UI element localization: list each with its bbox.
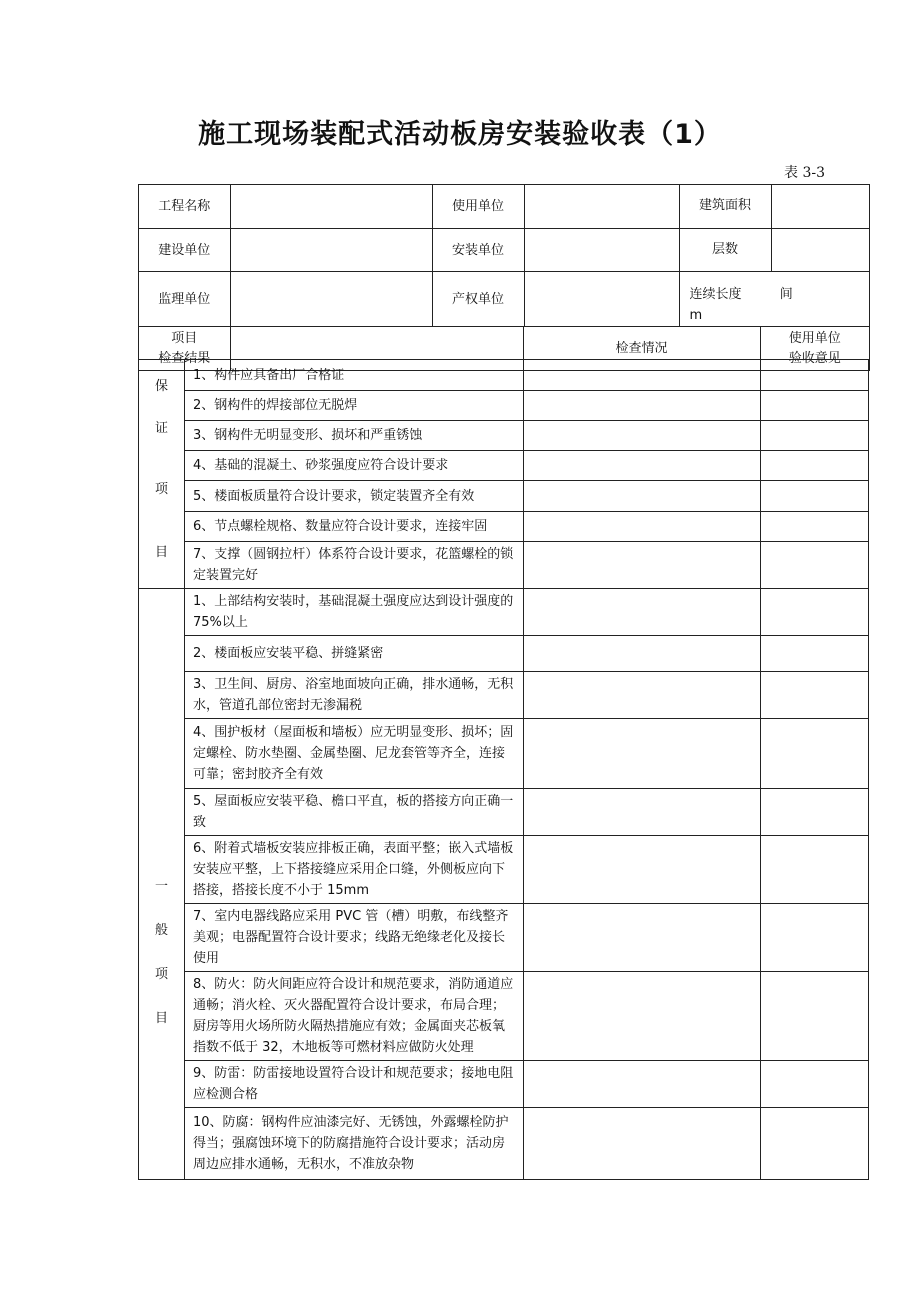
label-continuous-length: 连续长度 — [689, 287, 742, 302]
inspection-cell[interactable] — [524, 391, 761, 421]
guarantee-char: 证 — [154, 420, 168, 436]
opinion-cell[interactable] — [761, 1061, 869, 1108]
general-item: 1、上部结构安装时，基础混凝土强度应达到设计强度的 75%以上 — [185, 589, 524, 636]
label-item: 项目 — [171, 330, 198, 346]
install-unit-value[interactable] — [524, 229, 679, 271]
inspection-cell[interactable] — [524, 719, 761, 789]
inspection-cell[interactable] — [524, 836, 761, 904]
inspection-cell[interactable] — [524, 904, 761, 972]
floors-value[interactable] — [771, 229, 869, 271]
general-item: 10、防腐：钢构件应油漆完好、无锈蚀，外露螺栓防护得当；强腐蚀环境下的防腐措施符合设计要求；活动房周边应排水通畅，无积水，不准放杂物 — [185, 1108, 524, 1180]
label-building-area: 建筑面积 — [679, 185, 771, 228]
acceptance-table — [138, 184, 870, 371]
opinion-cell[interactable] — [761, 451, 869, 481]
label-construction-unit: 建设单位 — [139, 229, 230, 271]
label-project-name: 工程名称 — [139, 185, 230, 228]
construction-unit-value[interactable] — [230, 229, 432, 271]
opinion-cell[interactable] — [761, 512, 869, 542]
label-meter: m — [689, 308, 703, 323]
opinion-cell[interactable] — [761, 481, 869, 512]
inspection-cell[interactable] — [524, 360, 761, 391]
opinion-cell[interactable] — [761, 1108, 869, 1180]
opinion-cell[interactable] — [761, 589, 869, 636]
opinion-cell[interactable] — [761, 360, 869, 391]
guarantee-item: 7、支撑（圆钢拉杆）体系符合设计要求，花篮螺栓的锁定装置完好 — [185, 542, 524, 589]
inspection-cell[interactable] — [524, 1061, 761, 1108]
inspection-cell[interactable] — [524, 1108, 761, 1180]
building-area-value[interactable] — [771, 185, 869, 228]
label-property-unit: 产权单位 — [432, 272, 524, 326]
label-install-unit: 安装单位 — [432, 229, 524, 271]
table-number: 表 3-3 — [784, 165, 825, 181]
opinion-cell[interactable] — [761, 836, 869, 904]
inspection-cell[interactable] — [524, 589, 761, 636]
label-supervision-unit: 监理单位 — [139, 272, 230, 326]
general-item: 5、屋面板应安装平稳、檐口平直，板的搭接方向正确一致 — [185, 789, 524, 836]
opinion-cell[interactable] — [761, 542, 869, 589]
user-unit-value[interactable] — [524, 185, 679, 228]
continuous-length-cell[interactable] — [679, 272, 869, 326]
general-item: 7、室内电器线路应采用 PVC 管（槽）明敷，布线整齐美观；电器配置符合设计要求；线路无绝缘老化及接长使用 — [185, 904, 524, 972]
guarantee-char: 项 — [154, 481, 168, 497]
guarantee-item: 2、钢构件的焊接部位无脱焊 — [185, 391, 524, 421]
items-table — [138, 359, 869, 1180]
inspection-cell[interactable] — [524, 972, 761, 1061]
guarantee-char: 保 — [154, 378, 168, 394]
opinion-cell[interactable] — [761, 421, 869, 451]
general-item: 2、楼面板应安装平稳、拼缝紧密 — [185, 636, 524, 672]
inspection-cell[interactable] — [524, 481, 761, 512]
opinion-cell[interactable] — [761, 904, 869, 972]
label-jian: 间 — [779, 287, 793, 302]
label-floors: 层数 — [679, 229, 771, 271]
general-item: 3、卫生间、厨房、浴室地面坡向正确，排水通畅，无积水，管道孔部位密封无渗漏税 — [185, 672, 524, 719]
property-unit-value[interactable] — [524, 272, 679, 326]
opinion-cell[interactable] — [761, 789, 869, 836]
label-user-unit: 使用单位 — [432, 185, 524, 228]
guarantee-item: 4、基础的混凝土、砂浆强度应符合设计要求 — [185, 451, 524, 481]
guarantee-item: 6、节点螺栓规格、数量应符合设计要求，连接牢固 — [185, 512, 524, 542]
inspection-cell[interactable] — [524, 789, 761, 836]
opinion-cell[interactable] — [761, 391, 869, 421]
general-char: 项 — [154, 967, 168, 982]
guarantee-item: 3、钢构件无明显变形、损坏和严重锈蚀 — [185, 421, 524, 451]
general-section-label — [139, 589, 185, 1180]
opinion-cell[interactable] — [761, 972, 869, 1061]
general-item: 9、防雷：防雷接地设置符合设计和规范要求；接地电阻应检测合格 — [185, 1061, 524, 1108]
inspection-cell[interactable] — [524, 451, 761, 481]
guarantee-section-label — [139, 360, 185, 589]
label-user-opinion-1: 使用单位 — [788, 330, 841, 346]
project-name-value[interactable] — [230, 185, 432, 228]
document-title: 施工现场装配式活动板房安装验收表（1） — [198, 119, 722, 150]
label-user-opinion-2: 验收意见 — [788, 350, 841, 366]
general-item: 4、围护板材（屋面板和墙板）应无明显变形、损坏；固定螺栓、防水垫圈、金属垫圈、尼龙套管等齐全，连接可靠；密封胶齐全有效 — [185, 719, 524, 789]
general-item: 8、防火：防火间距应符合设计和规范要求，消防通道应通畅；消火栓、灭火器配置符合设计要求，布局合理；厨房等用火场所防火隔热措施应有效；金属面夹芯板氧指数不低于 32，木地板等可燃材料应做防火处理 — [185, 972, 524, 1061]
guarantee-char: 目 — [154, 544, 168, 560]
opinion-cell[interactable] — [761, 672, 869, 719]
opinion-cell[interactable] — [761, 636, 869, 672]
inspection-cell[interactable] — [524, 421, 761, 451]
label-inspection: 检查情况 — [523, 327, 760, 370]
inspection-cell[interactable] — [524, 512, 761, 542]
guarantee-item: 1、构件应具备出厂合格证 — [185, 360, 524, 391]
inspection-cell[interactable] — [524, 542, 761, 589]
guarantee-item: 5、楼面板质量符合设计要求，锁定装置齐全有效 — [185, 481, 524, 512]
inspection-cell[interactable] — [524, 672, 761, 719]
opinion-cell[interactable] — [761, 719, 869, 789]
general-char: 般 — [154, 923, 168, 938]
label-check-result: 检查结果 — [158, 350, 211, 366]
supervision-unit-value[interactable] — [230, 272, 432, 326]
general-item: 6、附着式墙板安装应排板正确，表面平整；嵌入式墙板安装应平整，上下搭接缝应采用企口缝，外侧板应向下搭接，搭接长度不小于 15mm — [185, 836, 524, 904]
general-char: 一 — [154, 879, 168, 894]
inspection-cell[interactable] — [524, 636, 761, 672]
general-char: 目 — [154, 1011, 168, 1026]
